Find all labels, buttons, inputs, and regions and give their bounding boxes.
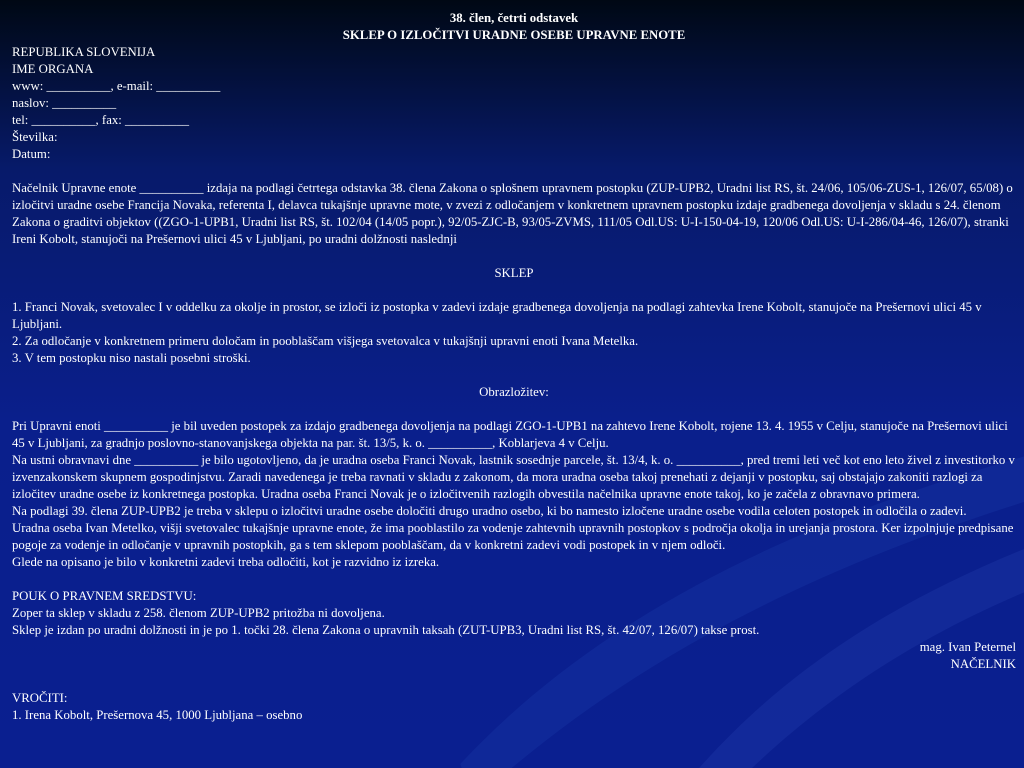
decision-item: 3. V tem postopku niso nastali posebni stroški. xyxy=(12,351,251,365)
legal-remedy-section xyxy=(12,588,1016,639)
issuer-block xyxy=(12,44,1016,163)
signatory-role: NAČELNIK xyxy=(950,657,1016,671)
reasoning-paragraph: Glede na opisano je bilo v konkretni zadevi treba odločiti, kot je razvidno iz izreka. xyxy=(12,555,440,569)
reasoning-paragraph: Pri Upravni enoti __________ je bil uveden postopek za izdajo gradbenega dovoljenja na podlagi ZGO-1-UPB1 na zahtevo Irene Kobolt, rojene 13. 4. 1955 v Celju, stanujoče na Prešernovi ulici 45 v Ljubljani, za gradnjo poslovno-stanovanjskega objekta na par. št. 13/5, k. o. __________, Koblarjeva 4 v Celju. xyxy=(12,419,1008,450)
document-title: SKLEP O IZLOČITVI URADNE OSEBE UPRAVNE ENOTE xyxy=(342,28,686,42)
decision-item: 1. Franci Novak, svetovalec I v oddelku za okolje in prostor, se izloči iz postopka v zadevi izdaje gradbenega dovoljenja na podlagi zahtevka Irene Kobolt, stanujoče na Prešernovi ulici 45 v Ljubljani. xyxy=(12,300,982,331)
legal-remedy-heading: POUK O PRAVNEM SREDSTVU: xyxy=(12,589,197,603)
document-page xyxy=(12,10,1016,724)
issuer-address: naslov: __________ xyxy=(12,96,117,110)
delivery-heading: VROČITI: xyxy=(12,691,68,705)
issuer-tel-fax: tel: __________, fax: __________ xyxy=(12,113,190,127)
signatory-name: mag. Ivan Peternel xyxy=(919,640,1016,654)
issuer-date: Datum: xyxy=(12,147,51,161)
reasoning-paragraph: Na podlagi 39. člena ZUP-UPB2 je treba v sklepu o izločitvi uradne osebe določiti drugo uradno osebo, ki bo namesto izločene uradne osebe vodila celoten postopek in odločila o zadevi. xyxy=(12,504,967,518)
issuer-number: Številka: xyxy=(12,130,58,144)
delivery-item: 1. Irena Kobolt, Prešernova 45, 1000 Ljubljana – osebno xyxy=(12,708,303,722)
decision-list xyxy=(12,299,1016,367)
issuer-country: REPUBLIKA SLOVENIJA xyxy=(12,45,156,59)
article-reference: 38. člen, četrti odstavek xyxy=(449,11,579,25)
decision-heading: SKLEP xyxy=(494,266,534,280)
signature-block xyxy=(12,639,1016,673)
issuer-web-email: www: __________, e-mail: __________ xyxy=(12,79,221,93)
reasoning-paragraph: Na ustni obravnavi dne __________ je bilo ugotovljeno, da je uradna oseba Franci Novak, lastnik sosednje parcele, št. 13/4, k. o. __________, pred tremi leti več kot eno leto živel z investitorko v izvenzakonskem skupnem gospodinjstvu. Zaradi navedenega je treba ravnati v skladu z zakonom, da mora uradna oseba takoj prenehati z dejanji v postopku, saj obstajajo zakoniti razlogi za izločitev uradne osebe iz konkretnega postopka. Uradna oseba Franci Novak je o izločitvenih razlogih obvestila načelnika upravne enote takoj, ko je začela z obravnavo primera. xyxy=(12,453,1015,501)
reasoning-heading: Obrazložitev: xyxy=(479,385,549,399)
legal-remedy-line: Zoper ta sklep v skladu z 258. členom ZUP-UPB2 pritožba ni dovoljena. xyxy=(12,606,385,620)
intro-paragraph: Načelnik Upravne enote __________ izdaja na podlagi četrtega odstavka 38. člena Zakona o splošnem upravnem postopku (ZUP-UPB2, Uradni list RS, št. 24/06, 105/06-ZUS-1, 126/07, 65/08) o izločitvi uradne osebe Francija Novaka, referenta I, delavca tukajšnje upravne mote, v zvezi z odločanjem v konkretnem upravnem postopku izdaje gradbenega dovoljenja v skladu s 24. členom Zakona o graditvi objektov ((ZGO-1-UPB1, Uradni list RS, št. 102/04 (14/05 popr.), 92/05-ZJC-B, 93/05-ZVMS, 111/05 Odl.US: U-I-150-04-19, 120/06 Odl.US: U-I-286/04-46, 126/07), stranki Ireni Kobolt, stanujoči na Prešernovi ulici 45 v Ljubljani, po uradni dolžnosti naslednji xyxy=(12,181,1013,246)
reasoning-paragraph: Uradna oseba Ivan Metelko, višji svetovalec tukajšnje upravne enote, že ima pooblastilo za vodenje zahtevnih upravnih postopkov s področja okolja in urejanja prostora. Ker izpolnjuje predpisane pogoje za vodenje in odločanje v upravnih postopkih, ga s tem sklepom pooblaščam, da v konkretni zadevi vodi postopek in v njem odloči. xyxy=(12,521,1014,552)
decision-item: 2. Za odločanje v konkretnem primeru določam in pooblaščam višjega svetovalca v tukajšnji upravni enoti Ivana Metelka. xyxy=(12,334,639,348)
issuer-organ: IME ORGANA xyxy=(12,62,94,76)
reasoning-body xyxy=(12,418,1016,571)
legal-remedy-line: Sklep je izdan po uradni dolžnosti in je po 1. točki 28. člena Zakona o upravnih taksah (ZUT-UPB3, Uradni list RS, št. 42/07, 126/07) takse prost. xyxy=(12,623,760,637)
delivery-section xyxy=(12,690,1016,724)
